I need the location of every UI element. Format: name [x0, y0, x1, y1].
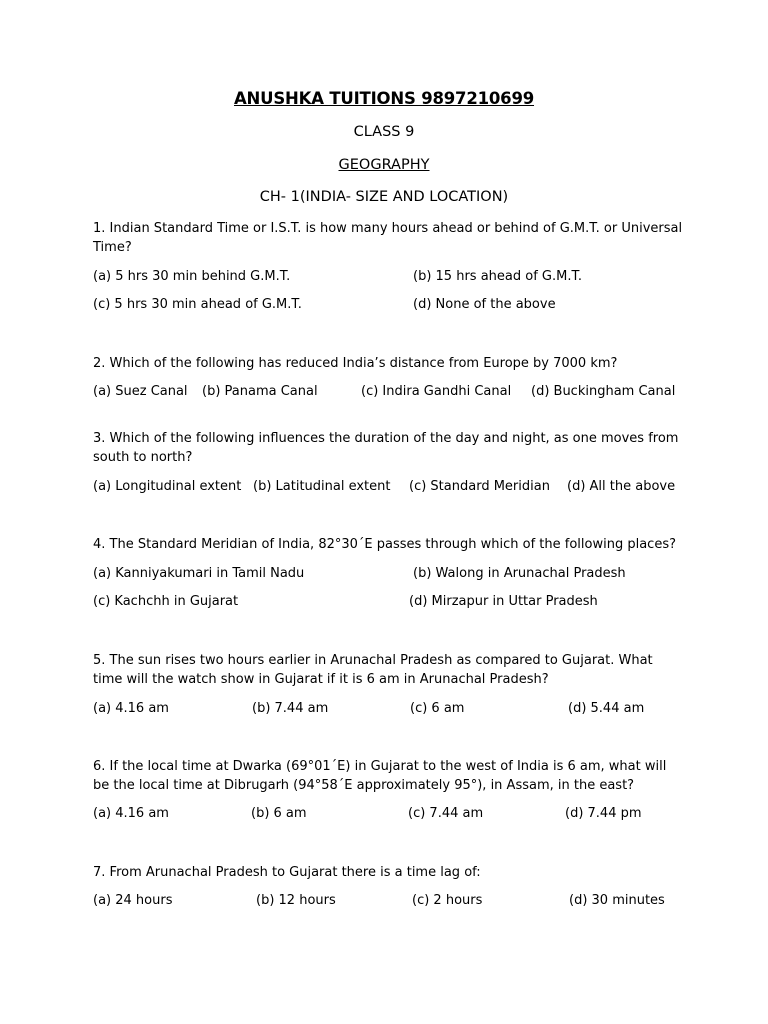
question-5-option-b: (b) 7.44 am [252, 701, 329, 716]
question-7-text: 7. From Arunachal Pradesh to Gujarat there is a time lag of: [93, 865, 481, 880]
question-1-option-a: (a) 5 hrs 30 min behind G.M.T. [93, 269, 291, 284]
class-heading: CLASS 9 [353, 124, 415, 140]
subject-heading: GEOGRAPHY [338, 157, 430, 173]
question-1-option-b: (b) 15 hrs ahead of G.M.T. [413, 269, 582, 284]
question-3-text: 3. Which of the following influences the duration of the day and night, as one moves from south to north? [93, 431, 679, 465]
question-1-text: 1. Indian Standard Time or I.S.T. is how many hours ahead or behind of G.M.T. or Universal Time? [93, 221, 683, 255]
question-7-option-d: (d) 30 minutes [569, 893, 665, 908]
question-4-option-b: (b) Walong in Arunachal Pradesh [413, 566, 626, 581]
question-2-option-a: (a) Suez Canal [93, 384, 188, 399]
question-4-option-a: (a) Kanniyakumari in Tamil Nadu [93, 566, 305, 581]
question-5-option-c: (c) 6 am [410, 701, 465, 716]
question-6-text: 6. If the local time at Dwarka (69°01´E) in Gujarat to the west of India is 6 am, what will be the local time at Dibrugarh (94°58´E approximately 95°), in Assam, in the east? [93, 759, 667, 793]
question-6-option-d: (d) 7.44 pm [565, 806, 642, 821]
question-4-option-c: (c) Kachchh in Gujarat [93, 594, 239, 609]
question-7-option-b: (b) 12 hours [256, 893, 336, 908]
document-title: ANUSHKA TUITIONS 9897210699 [233, 89, 535, 108]
question-5-option-d: (d) 5.44 am [568, 701, 645, 716]
question-3-option-d: (d) All the above [567, 479, 676, 494]
question-1-option-d: (d) None of the above [413, 297, 556, 312]
question-7-option-c: (c) 2 hours [412, 893, 483, 908]
question-6-option-a: (a) 4.16 am [93, 806, 169, 821]
question-2-option-b: (b) Panama Canal [202, 384, 318, 399]
question-1-option-c: (c) 5 hrs 30 min ahead of G.M.T. [93, 297, 302, 312]
chapter-heading: CH- 1(INDIA- SIZE AND LOCATION) [259, 189, 509, 205]
question-2-option-c: (c) Indira Gandhi Canal [361, 384, 512, 399]
question-3-option-a: (a) Longitudinal extent [93, 479, 242, 494]
question-2-option-d: (d) Buckingham Canal [531, 384, 676, 399]
question-5-text: 5. The sun rises two hours earlier in Arunachal Pradesh as compared to Gujarat. What time will the watch show in Gujarat if it is 6 am in Arunachal Pradesh? [93, 653, 653, 687]
question-3-option-b: (b) Latitudinal extent [253, 479, 391, 494]
question-6-option-b: (b) 6 am [251, 806, 307, 821]
question-5-option-a: (a) 4.16 am [93, 701, 169, 716]
question-4-text: 4. The Standard Meridian of India, 82°30´E passes through which of the following places? [93, 537, 676, 552]
question-6-option-c: (c) 7.44 am [408, 806, 484, 821]
question-3-option-c: (c) Standard Meridian [409, 479, 550, 494]
question-2-text: 2. Which of the following has reduced India’s distance from Europe by 7000 km? [93, 356, 618, 371]
question-4-option-d: (d) Mirzapur in Uttar Pradesh [409, 594, 598, 609]
question-7-option-a: (a) 24 hours [93, 893, 173, 908]
